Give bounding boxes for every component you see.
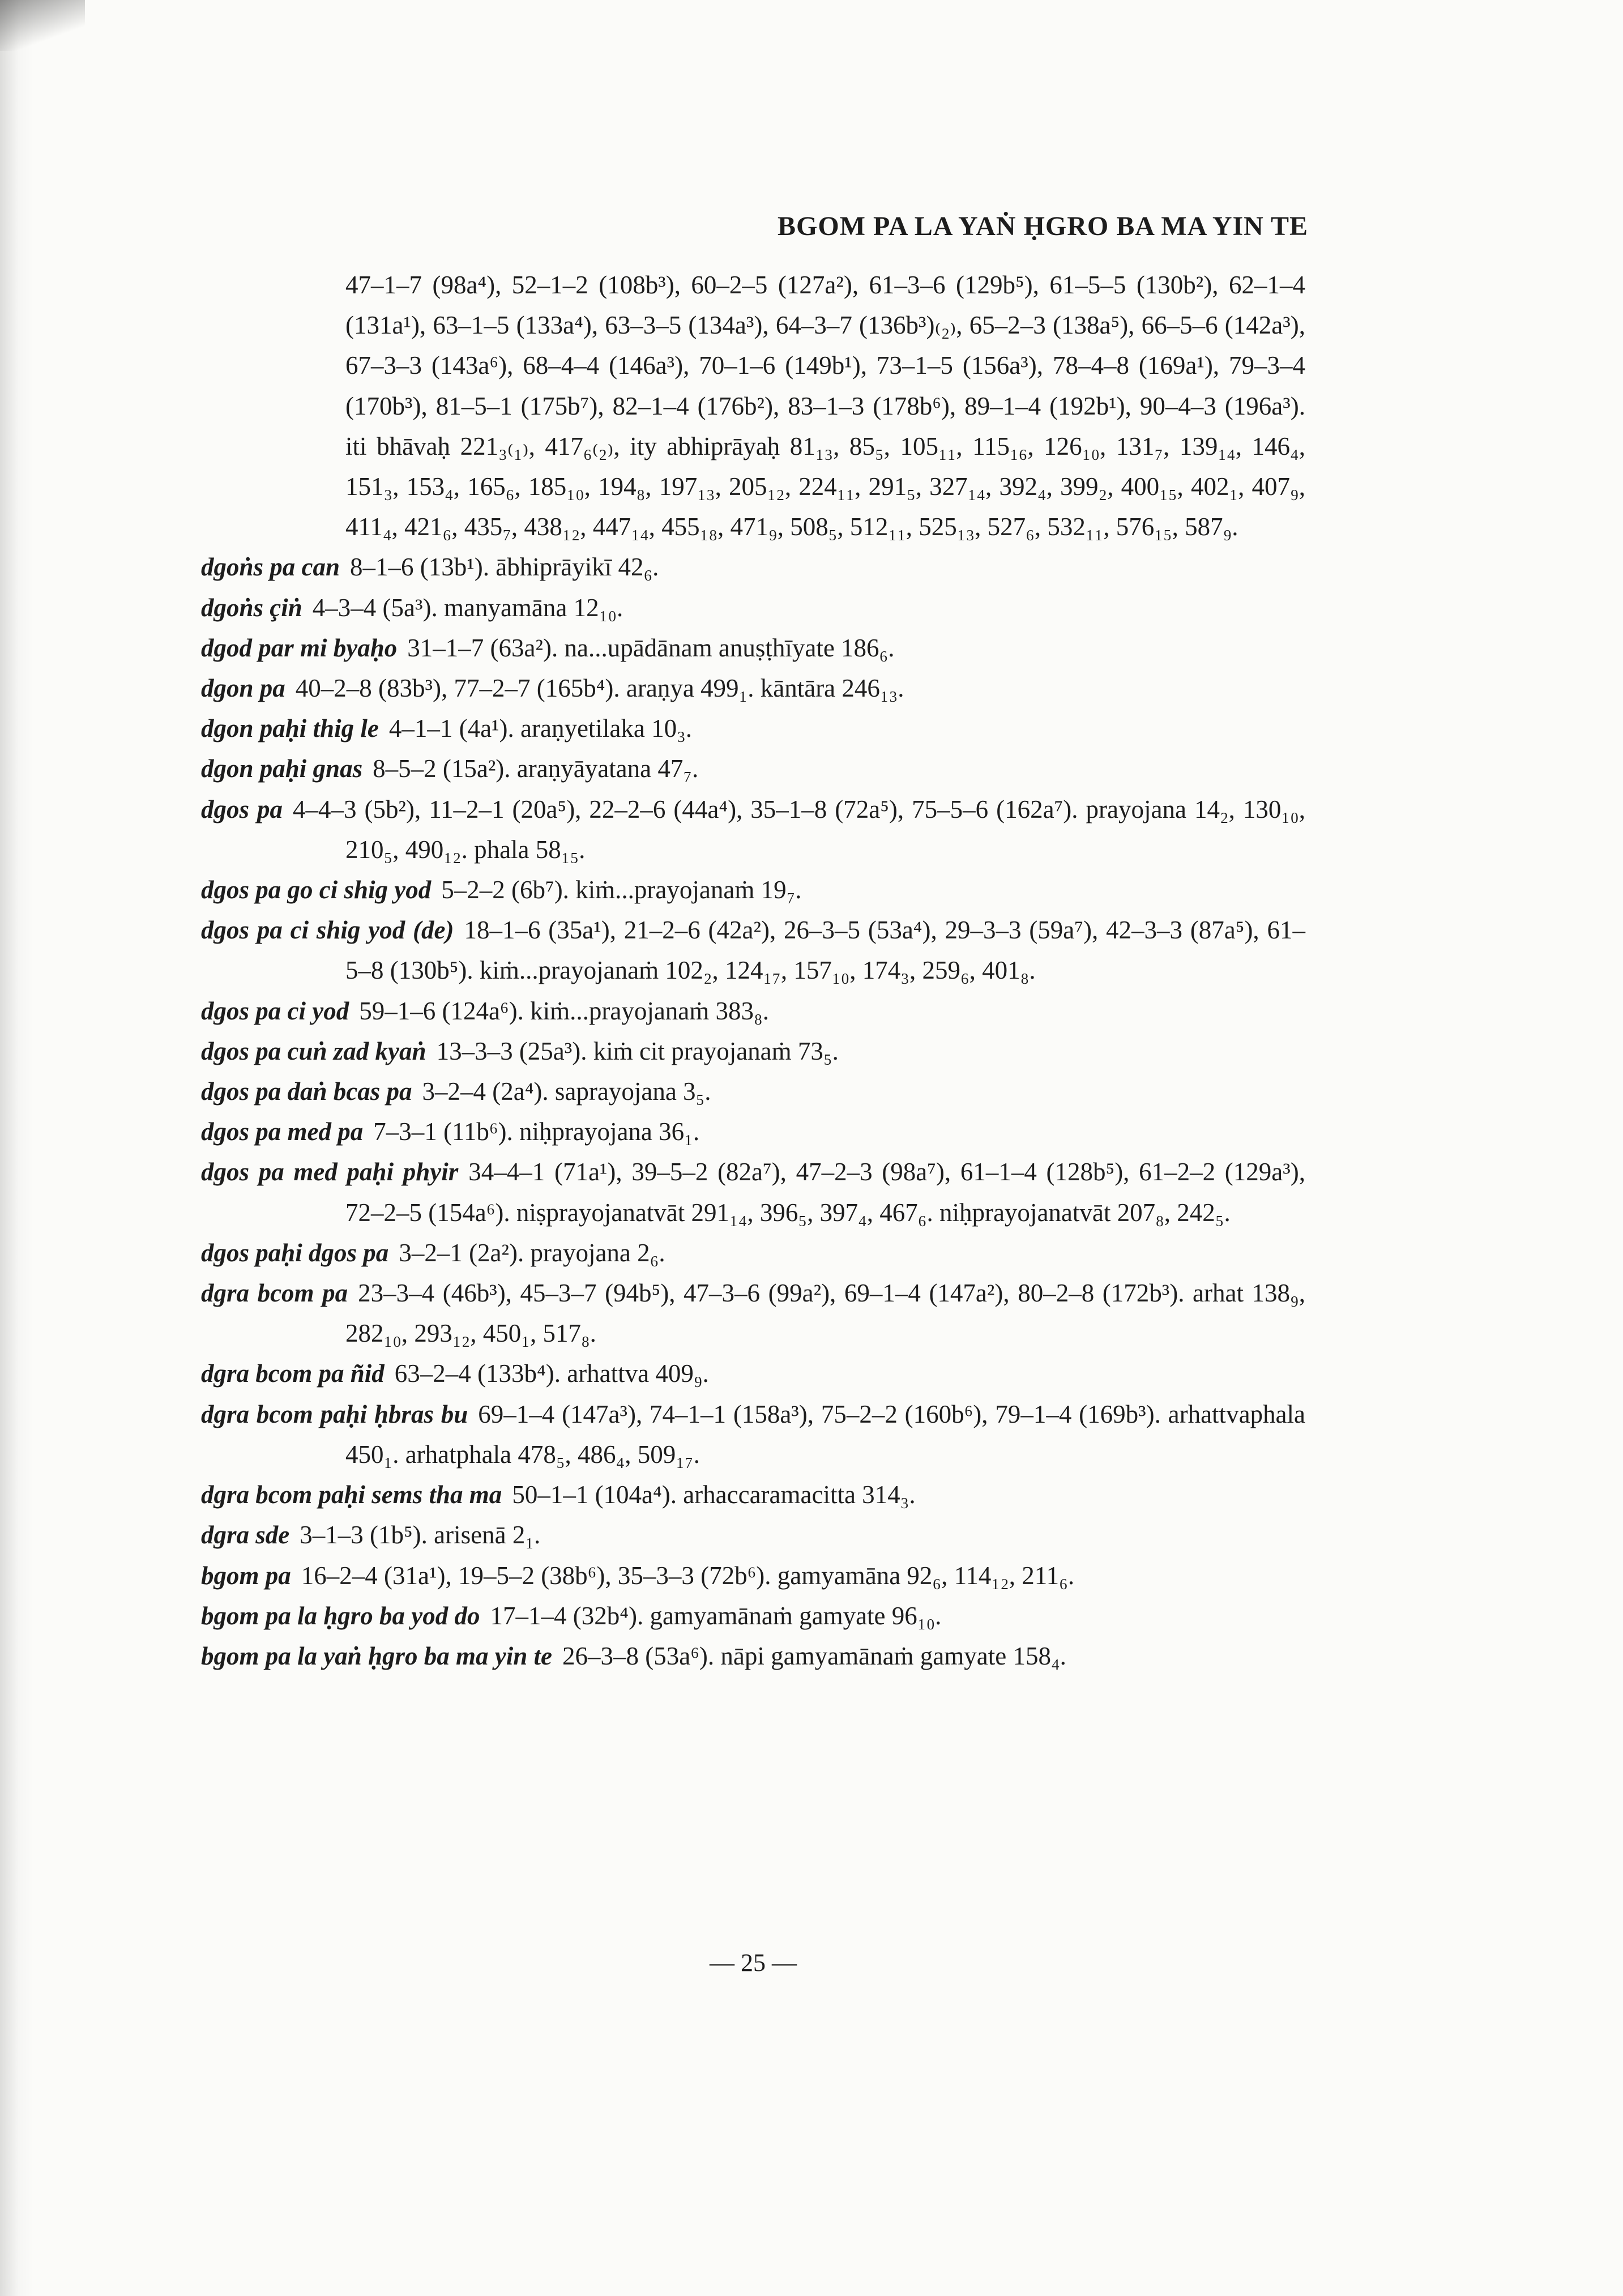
running-head: BGOM PA LA YAṄ ḤGRO BA MA YIN TE (777, 211, 1308, 241)
glossary-entry (201, 1394, 1305, 1475)
glossary-entry (201, 749, 1305, 789)
entry-references: 4–3–4 (5a³). manyamāna 12₁₀. (312, 593, 623, 622)
glossary-entry (201, 1475, 1305, 1515)
entry-headword: dgon paḥi thig le (201, 714, 379, 743)
entry-references: 47–1–7 (98a⁴), 52–1–2 (108b³), 60–2–5 (127a²), 61–3–6 (129b⁵), 61–5–5 (130b²), 62–1–4 (131a¹), 63–1–5 (133a⁴), 63–3–5 (134a³), 64–3–7 (136b³)₍₂₎, 65–2–3 (138a⁵), 66–5–6 (142a³), 67–3–3 (143a⁶), 68–4–4 (146a³), 70–1–6 (149b¹), 73–1–5 (156a³), 78–4–8 (169a¹), 79–3–4 (170b³), 81–5–1 (175b⁷), 82–1–4 (176b²), 83–1–3 (178b⁶), 89–1–4 (192b¹), 90–4–3 (196a³). iti bhāvaḥ 221₃₍₁₎, 417₆₍₂₎, ity abhiprāyaḥ 81₁₃, 85₅, 105₁₁, 115₁₆, 126₁₀, 131₇, 139₁₄, 146₄, 151₃, 153₄, 165₆, 185₁₀, 194₈, 197₁₃, 205₁₂, 224₁₁, 291₅, 327₁₄, 392₄, 399₂, 400₁₅, 402₁, 407₉, 411₄, 421₆, 435₇, 438₁₂, 447₁₄, 455₁₈, 471₉, 508₅, 512₁₁, 525₁₃, 527₆, 532₁₁, 576₁₅, 587₉. (345, 271, 1305, 541)
glossary-entry (201, 1112, 1305, 1152)
entry-references: 40–2–8 (83b³), 77–2–7 (165b⁴). araṇya 499₁. kāntāra 246₁₃. (295, 674, 904, 703)
entry-headword: bgom pa la ḥgro ba yod do (201, 1601, 480, 1630)
entry-references: 26–3–8 (53a⁶). nāpi gamyamānaṁ gamyate 158₄. (562, 1641, 1066, 1670)
glossary-entry-continued (201, 265, 1305, 547)
entry-references: 8–5–2 (15a²). araṇyāyatana 47₇. (373, 754, 699, 783)
entry-headword: dgra bcom pa (201, 1279, 348, 1308)
glossary-entry (201, 789, 1305, 870)
entry-references: 63–2–4 (133b⁴). arhattva 409₉. (394, 1359, 709, 1388)
glossary-entry (201, 1273, 1305, 1354)
entry-references: 23–3–4 (46b³), 45–3–7 (94b⁵), 47–3–6 (99a²), 69–1–4 (147a²), 80–2–8 (172b³). arhat 138₉, 282₁₀, 293₁₂, 450₁, 517₈. (345, 1279, 1305, 1348)
entry-headword: dgra bcom pa ñid (201, 1359, 385, 1388)
entry-headword: dgon pa (201, 674, 285, 703)
glossary-entry (201, 1515, 1305, 1555)
entry-references: 59–1–6 (124a⁶). kiṁ...prayojanaṁ 383₈. (359, 996, 769, 1025)
entry-headword: dgoṅs pa can (201, 553, 340, 582)
entry-headword: bgom pa (201, 1561, 291, 1590)
glossary-entry (201, 870, 1305, 910)
entry-references: 4–1–1 (4a¹). araṇyetilaka 10₃. (388, 714, 693, 743)
entry-references: 18–1–6 (35a¹), 21–2–6 (42a²), 26–3–5 (53a⁴), 29–3–3 (59a⁷), 42–3–3 (87a⁵), 61–5–8 (130b⁵). kiṁ...prayojanaṁ 102₂, 124₁₇, 157₁₀, 174₃, 259₆, 401₈. (345, 916, 1305, 985)
glossary-entry (201, 588, 1305, 628)
entry-headword: dgon paḥi gnas (201, 754, 363, 783)
glossary-entry (201, 910, 1305, 991)
entry-references: 8–1–6 (13b¹). ābhiprāyikī 42₆. (350, 553, 659, 582)
entry-references: 4–4–3 (5b²), 11–2–1 (20a⁵), 22–2–6 (44a⁴), 35–1–8 (72a⁵), 75–5–6 (162a⁷). prayojana 14₂, 130₁₀, 210₅, 490₁₂. phala 58₁₅. (293, 795, 1306, 864)
entry-references: 5–2–2 (6b⁷). kiṁ...prayojanaṁ 19₇. (441, 876, 802, 904)
glossary-entry (201, 1636, 1305, 1676)
entry-references: 3–2–1 (2a²). prayojana 2₆. (399, 1238, 665, 1267)
entry-headword: dgos pa ci shig yod (de) (201, 916, 454, 945)
glossary-entry (201, 1072, 1305, 1112)
entry-references: 50–1–1 (104a⁴). arhaccaramacitta 314₃. (512, 1480, 916, 1509)
glossary-entry (201, 547, 1305, 587)
entry-references: 31–1–7 (63a²). na...upādānam anuṣṭhīyate 186₆. (407, 633, 895, 662)
glossary-entry (201, 668, 1305, 709)
entry-headword: dgos paḥi dgos pa (201, 1238, 389, 1267)
entry-references: 34–4–1 (71a¹), 39–5–2 (82a⁷), 47–2–3 (98a⁷), 61–1–4 (128b⁵), 61–2–2 (129a³), 72–2–5 (154a⁶). niṣprayojanatvāt 291₁₄, 396₅, 397₄, 467₆. niḥprayojanatvāt 207₈, 242₅. (345, 1158, 1305, 1227)
entry-headword: dgos pa daṅ bcas pa (201, 1077, 412, 1106)
entry-headword: dgod par mi byaḥo (201, 633, 398, 662)
entry-headword: dgos pa ci yod (201, 996, 349, 1025)
glossary-entry (201, 1556, 1305, 1596)
glossary-entry (201, 1354, 1305, 1394)
entry-headword: dgra sde (201, 1521, 290, 1550)
entry-references: 13–3–3 (25a³). kiṁ cit prayojanaṁ 73₅. (436, 1036, 839, 1065)
glossary-entry (201, 1152, 1305, 1232)
entry-references: 16–2–4 (31a¹), 19–5–2 (38b⁶), 35–3–3 (72b⁶). gamyamāna 92₆, 114₁₂, 211₆. (301, 1561, 1075, 1590)
entry-headword: bgom pa la yaṅ ḥgro ba ma yin te (201, 1641, 553, 1670)
glossary-entry (201, 709, 1305, 749)
entry-headword: dgoṅs çiṅ (201, 593, 302, 622)
entry-headword: dgos pa cuṅ zad kyaṅ (201, 1036, 426, 1065)
entry-references: 17–1–4 (32b⁴). gamyamānaṁ gamyate 96₁₀. (490, 1601, 942, 1630)
entry-headword: dgos pa go ci shig yod (201, 876, 432, 904)
glossary-entry (201, 1596, 1305, 1636)
entry-headword: dgos pa med paḥi phyir (201, 1158, 459, 1187)
glossary-entry (201, 1031, 1305, 1072)
scan-corner-mark (0, 0, 85, 51)
glossary-entries (201, 265, 1305, 1676)
entry-headword: dgos pa med pa (201, 1117, 364, 1146)
scan-edge-shadow (0, 0, 34, 2296)
entry-headword: dgos pa (201, 795, 283, 823)
glossary-entry (201, 1233, 1305, 1273)
glossary-entry (201, 991, 1305, 1031)
entry-references: 3–2–4 (2a⁴). saprayojana 3₅. (422, 1077, 711, 1106)
entry-references: 3–1–3 (1b⁵). arisenā 2₁. (300, 1521, 541, 1550)
entry-references: 69–1–4 (147a³), 74–1–1 (158a³), 75–2–2 (160b⁶), 79–1–4 (169b³). arhattvaphala 450₁. arhatphala 478₅, 486₄, 509₁₇. (345, 1399, 1305, 1469)
page-number: — 25 — (710, 1949, 797, 1977)
entry-references: 7–3–1 (11b⁶). niḥprayojana 36₁. (373, 1117, 700, 1146)
entry-headword: dgra bcom paḥi ḥbras bu (201, 1399, 468, 1428)
glossary-entry (201, 628, 1305, 668)
entry-headword: dgra bcom paḥi sems tha ma (201, 1480, 502, 1509)
